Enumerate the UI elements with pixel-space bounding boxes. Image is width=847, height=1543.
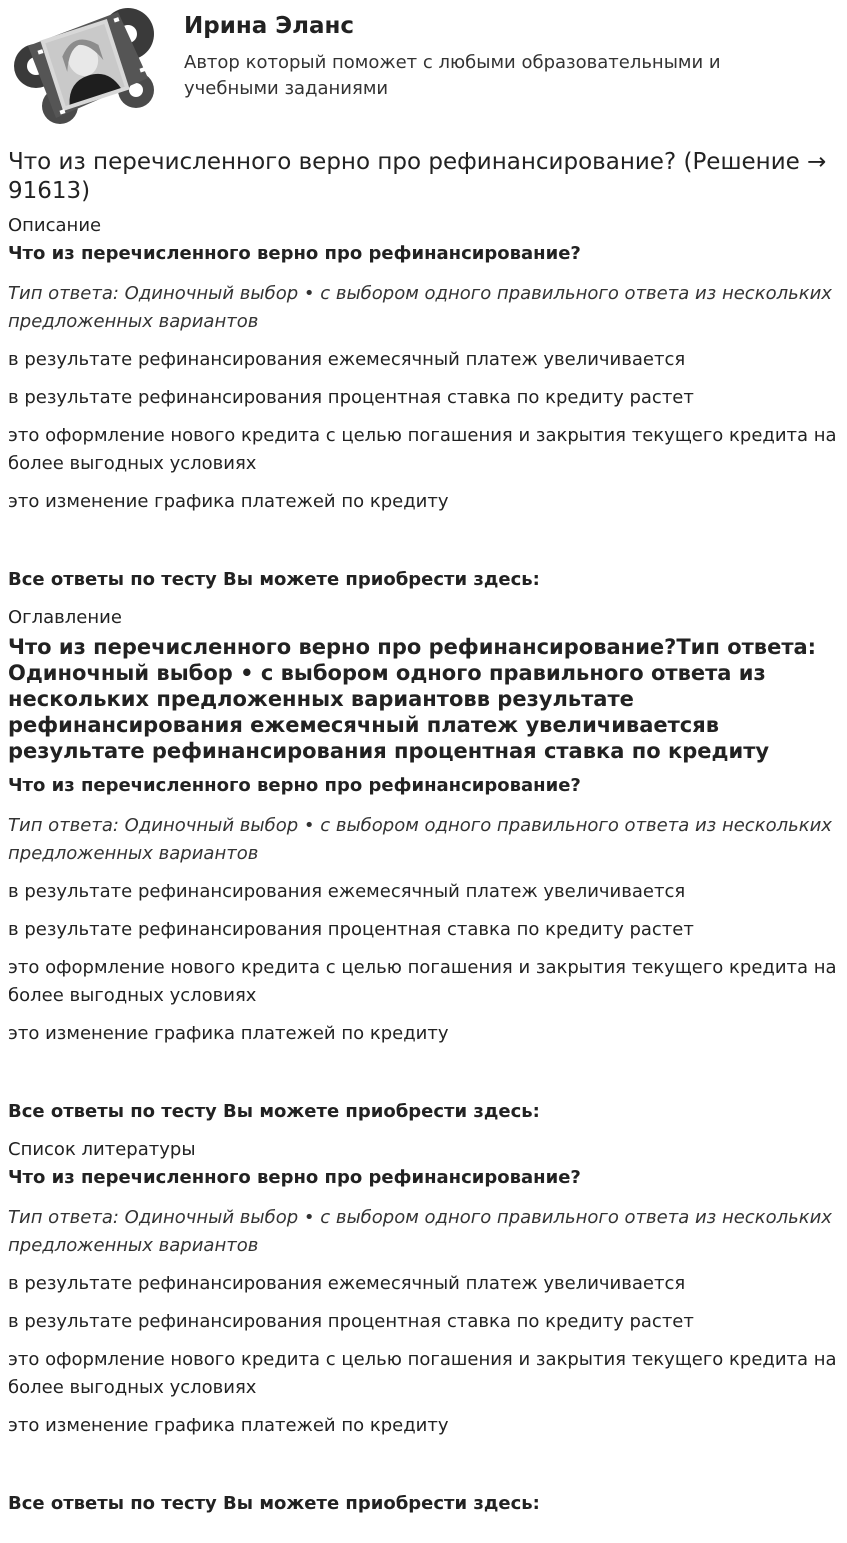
author-card (8, 0, 839, 130)
option-4: это изменение графика платежей по кредиту (8, 1415, 449, 1436)
option-1: в результате рефинансирования ежемесячный платеж увеличивается (8, 881, 686, 902)
page-title: Что из перечисленного верно про рефинансирование? (Решение → 91613) (8, 149, 827, 204)
toc-heading: Что из перечисленного верно про рефинансирование?Тип ответа: Одиночный выбор • с выбором одного правильного ответа из нескольких предложенных вариантовв результате рефинансирования ежемесячный платеж увеличиваетсяв результате рефинансирования процентная ставка по кредиту (8, 635, 817, 763)
option-3: это оформление нового кредита с целью погашения и закрытия текущего кредита на более выгодных условиях (8, 425, 837, 474)
question-text: Что из перечисленного верно про рефинансирование? (8, 1167, 581, 1188)
buy-answers-text: Все ответы по тесту Вы можете приобрести здесь: (8, 1101, 540, 1122)
answer-type: Тип ответа: Одиночный выбор • с выбором одного правильного ответа из нескольких предложенных вариантов (8, 815, 832, 864)
section-bibliography (8, 1138, 839, 1516)
avatar-image (8, 6, 158, 126)
buy-answers-text: Все ответы по тесту Вы можете приобрести здесь: (8, 569, 540, 590)
section-label: Описание (8, 215, 102, 236)
answer-type: Тип ответа: Одиночный выбор • с выбором одного правильного ответа из нескольких предложенных вариантов (8, 1207, 832, 1256)
section-label: Список литературы (8, 1139, 196, 1160)
option-3: это оформление нового кредита с целью погашения и закрытия текущего кредита на более выгодных условиях (8, 957, 837, 1006)
author-description: Автор который поможет с любыми образовательными и учебными заданиями (184, 52, 721, 99)
question-text: Что из перечисленного верно про рефинансирование? (8, 775, 581, 796)
option-2: в результате рефинансирования процентная ставка по кредиту растет (8, 387, 694, 408)
option-3: это оформление нового кредита с целью погашения и закрытия текущего кредита на более выгодных условиях (8, 1349, 837, 1398)
author-avatar (8, 6, 158, 126)
section-description (8, 214, 839, 592)
question-text: Что из перечисленного верно про рефинансирование? (8, 243, 581, 264)
option-1: в результате рефинансирования ежемесячный платеж увеличивается (8, 349, 686, 370)
option-4: это изменение графика платежей по кредиту (8, 1023, 449, 1044)
option-2: в результате рефинансирования процентная ставка по кредиту растет (8, 919, 694, 940)
option-4: это изменение графика платежей по кредиту (8, 491, 449, 512)
buy-answers-text: Все ответы по тесту Вы можете приобрести здесь: (8, 1493, 540, 1514)
option-1: в результате рефинансирования ежемесячный платеж увеличивается (8, 1273, 686, 1294)
section-toc (8, 606, 839, 1124)
author-info (184, 12, 784, 102)
author-name[interactable]: Ирина Эланс (184, 13, 355, 39)
answer-type: Тип ответа: Одиночный выбор • с выбором одного правильного ответа из нескольких предложенных вариантов (8, 283, 832, 332)
section-label: Оглавление (8, 607, 122, 628)
option-2: в результате рефинансирования процентная ставка по кредиту растет (8, 1311, 694, 1332)
